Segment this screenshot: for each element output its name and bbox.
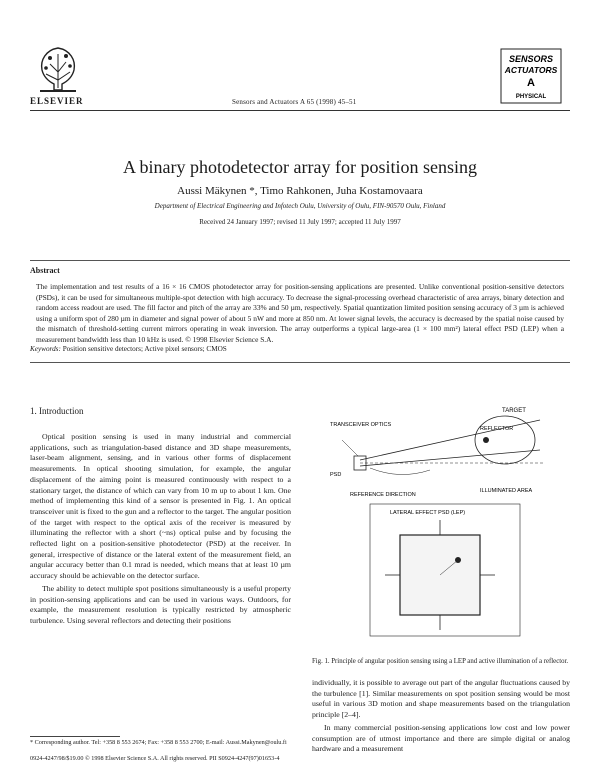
footnote-rule xyxy=(30,736,120,737)
article-authors: Aussi Mäkynen *, Timo Rahkonen, Juha Kostamovaara xyxy=(177,185,423,197)
article-title: A binary photodetector array for position sensing xyxy=(123,157,477,177)
figure-1-diagram xyxy=(330,400,570,648)
sensors-actuators-logo xyxy=(500,48,562,104)
right-column-text xyxy=(312,678,570,755)
logo-line-3: A xyxy=(527,77,535,89)
paragraph: individually, it is possible to average out part of the angular fluctuations caused by the turbulence [1]. Similar measurements on spot position sensing would be most useful in various 3D motion and shape measurements based on the triangulation principle [2–4]. xyxy=(312,678,570,720)
keywords-text: Position sensitive detectors; Active pixel sensors; CMOS xyxy=(62,345,227,353)
abstract-bottom-rule xyxy=(30,362,570,363)
keywords xyxy=(30,345,570,353)
fig-label-psd: PSD xyxy=(330,472,342,478)
abstract-text: The implementation and test results of a 16 × 16 CMOS photodetector array for position-sensing applications are presented. Unlike conventional position-sensitive detectors (PSDs), it can be used for simultaneous multiple-spot detection with high accuracy. To decrease the signal-processing overhead characteristic of area arrays, binary detection and random access readout are used. The fill factor and pitch of the array are 33% and 50 µm, respectively. Spatial quantization limited position sensing accuracy of 3 µm is achieved using a uniform spot of 280 µm in diameter and signal power of about 5 nW and more at 850 nm. At lower signal levels, the accuracy is decreased by the spatial noise caused by the mismatch of threshold-setting current mirrors operating in weak inversion. The array outperforms a typical large-area (1 × 100 mm²) lateral effect PSD (LEP) when a measurement bandwidth less than 10 kHz is used. © 1998 Elsevier Science S.A. xyxy=(36,282,564,344)
logo-line-1: SENSORS xyxy=(508,54,554,64)
abstract-heading: Abstract xyxy=(30,266,60,275)
paragraph: Optical position sensing is used in many industrial and commercial applications, such as triangulation-based distance and 3D shape measurements, laser-beam alignment, sensing, and in various other forms of displacement measurements. In optical shooting simulation, for example, the angular displacement of the aiming point is measured continuously with respect to a stationary target, the distance of which can vary from 10 m up to about 1 km. One method of implementing this kind of a sensor is presented in Fig. 1. An optical transceiver unit is fixed to the gun and a reflector to the target. The angular position of the target with respect to the optical axis of the receiver is measured by illuminating the reflector with a short (~ns) optical pulse and by focusing the reflected light on a position-sensitive photodetector (PSD) at the receiver. In general, irrespective of distance or the lateral extent of the measurement field, an angular accuracy better than 0.1 mrad is needed, which means that at least 10 µm accuracy should be achievable on the detector surface. xyxy=(30,432,291,581)
copyright-line: 0924-4247/98/$19.00 © 1998 Elsevier Science S.A. All rights reserved. PII S0924-4247(97)01653-4 xyxy=(30,755,280,762)
fig-label-reflector: REFLECTOR xyxy=(480,426,514,432)
header-rule xyxy=(30,110,570,111)
elsevier-tree-logo xyxy=(36,44,80,94)
logo-line-2: ACTUATORS xyxy=(504,65,558,75)
logo-line-4: PHYSICAL xyxy=(515,94,547,100)
reflector-dot xyxy=(483,437,489,443)
keywords-label: Keywords: xyxy=(30,345,61,353)
fig-label-reference: REFERENCE DIRECTION xyxy=(350,492,416,498)
abstract-top-rule xyxy=(30,260,570,261)
fig-label-target: TARGET xyxy=(502,408,526,414)
publisher-name: ELSEVIER xyxy=(30,96,84,106)
fig-label-transceiver: TRANSCEIVER OPTICS xyxy=(330,422,392,428)
corresponding-author-footnote: * Corresponding author. Tel: +358 8 553 2674; Fax: +358 8 553 2700; E-mail: Aussi.Makynen@oulu.fi xyxy=(30,739,287,746)
fig-label-lep: LATERAL EFFECT PSD (LEP) xyxy=(390,510,466,516)
article-received-dates: Received 24 January 1997; revised 11 July 1997; accepted 11 July 1997 xyxy=(199,218,401,226)
paragraph: In many commercial position-sensing applications low cost and low power consumption are of utmost importance and there are simple digital or analog hardware and a measurement xyxy=(312,722,570,754)
article-affiliation: Department of Electrical Engineering and Infotech Oulu, University of Oulu, FIN-90570 Oulu, Finland xyxy=(154,202,446,210)
section-heading: 1. Introduction xyxy=(30,406,84,416)
journal-citation: Sensors and Actuators A 65 (1998) 45–51 xyxy=(232,98,357,106)
paragraph: The ability to detect multiple spot positions simultaneously is a useful property in position-sensing applications and can be used in various ways. Outdoors, for example, the measurement resolution is typically restricted by atmospheric turbulence. Using several reflectors and detecting their positions xyxy=(30,583,291,625)
fig-label-illuminated: ILLUMINATED AREA xyxy=(480,488,533,494)
figure-caption: Fig. 1. Principle of angular position sensing using a LEP and active illumination of a reflector. xyxy=(312,658,569,665)
left-column-text xyxy=(30,432,291,627)
